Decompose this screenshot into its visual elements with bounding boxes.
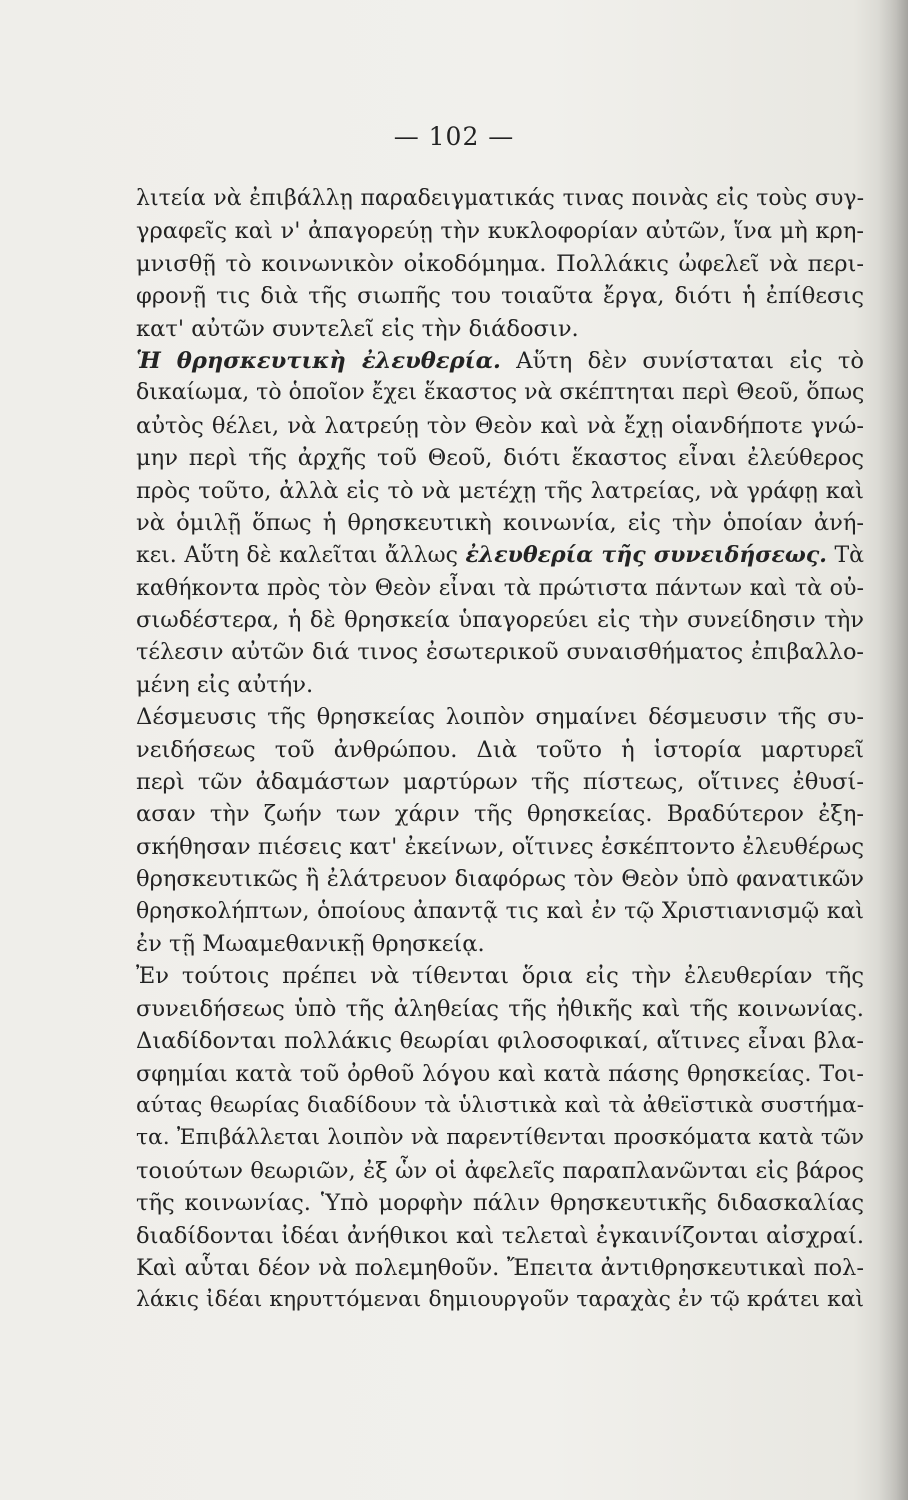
text-line: σιωδέστερα, ἡ δὲ θρησκεία ὑπαγορεύει εἰς τὴν συνείδησιν τὴν	[136, 607, 864, 634]
section-heading: Ἡ θρησκευτικὴ ἐλευθερία.	[136, 347, 501, 374]
text-line: Δέσμευσις τῆς θρησκείας λοιπὸν σημαίνει δέσμευσιν τῆς συ-	[136, 704, 864, 731]
text-line: ασαν τὴν ζωήν των χάριν τῆς θρησκείας. Βραδύτερον ἐξη-	[136, 801, 864, 828]
text-line: σκήθησαν πιέσεις κατ' ἐκείνων, οἵτινες ἐσκέπτοντο ἐλευθέρως	[136, 833, 864, 860]
text-line: θρησκευτικῶς ἢ ἐλάτρευον διαφόρως τὸν Θεὸν ὑπὸ φανατικῶν	[136, 866, 864, 893]
text-line: αύτας θεωρίας διαδίδουν τὰ ὑλιστικὰ καὶ τὰ ἀθεϊστικὰ συστήμα-	[136, 1092, 864, 1118]
text-line: καθήκοντα πρὸς τὸν Θεὸν εἶναι τὰ πρώτιστα πάντων καὶ τὰ οὐ-	[136, 574, 864, 601]
section-heading-line	[136, 345, 864, 377]
text-line: θρησκολήπτων, ὁποίους ἀπαντᾷ τις καὶ ἐν τῷ Χριστιανισμῷ καὶ	[136, 898, 864, 924]
text-line: μνισθῇ τὸ κοινωνικὸν οἰκοδόμημα. Πολλάκις ὠφελεῖ νὰ περι-	[136, 250, 864, 277]
text-line: γραφεῖς καὶ ν' ἀπαγορεύῃ τὴν κυκλοφορίαν αὐτῶν, ἵνα μὴ κρη-	[136, 218, 864, 245]
text-line: συνειδήσεως ὑπὸ τῆς ἀληθείας τῆς ἠθικῆς καὶ τῆς κοινωνίας.	[136, 995, 864, 1022]
text-line: μένη εἰς αὐτήν.	[136, 671, 314, 698]
body-text	[136, 183, 864, 1317]
text-run: κει. Αὕτη δὲ καλεῖται ἄλλως	[136, 543, 466, 569]
text-line: πρὸς τοῦτο, ἀλλὰ εἰς τὸ νὰ μετέχῃ τῆς λατρείας, νὰ γράφῃ καὶ	[136, 477, 864, 504]
emphasis-line	[136, 539, 864, 571]
text-line: τα. Ἐπιβάλλεται λοιπὸν νὰ παρεντίθενται προσκόματα κατὰ τῶν	[136, 1125, 864, 1151]
text-run: Τὰ	[826, 543, 864, 569]
text-line: νειδήσεως τοῦ ἀνθρώπου. Διὰ τοῦτο ἡ ἱστορία μαρτυρεῖ	[136, 736, 864, 763]
text-line: περὶ τῶν ἀδαμάστων μαρτύρων τῆς πίστεως, οἵτινες ἐθυσί-	[136, 769, 864, 796]
text-line: μην περὶ τῆς ἀρχῆς τοῦ Θεοῦ, διότι ἕκαστος εἶναι ἐλεύθερος	[136, 445, 864, 472]
text-line: τοιούτων θεωριῶν, ἐξ ὧν οἱ ἀφελεῖς παραπλανῶνται εἰς βάρος	[136, 1157, 864, 1184]
text-run: Αὕτη δὲν συνίσταται εἰς τὸ	[500, 347, 865, 374]
text-line: τῆς κοινωνίας. Ὑπὸ μορφὴν πάλιν θρησκευτικῆς διδασκαλίας	[136, 1190, 864, 1217]
text-line: διαδίδονται ἰδέαι ἀνήθικοι καὶ τελεταὶ ἐγκαινίζονται αἰσχραί.	[136, 1222, 864, 1249]
text-line: Καὶ αὗται δέον νὰ πολεμηθοῦν. Ἔπειτα ἀντιθρησκευτικαὶ πολ-	[136, 1254, 864, 1281]
text-line: δικαίωμα, τὸ ὁποῖον ἔχει ἕκαστος νὰ σκέπτηται περὶ Θεοῦ, ὅπως	[136, 380, 865, 406]
text-line: νὰ ὁμιλῇ ὅπως ἡ θρησκευτικὴ κοινωνία, εἰς τὴν ὁποίαν ἀνή-	[136, 509, 864, 536]
spine-shadow	[878, 0, 908, 1500]
text-line: κατ' αὐτῶν συντελεῖ εἰς τὴν διάδοσιν.	[136, 315, 579, 342]
text-line: φρονῇ τις διὰ τῆς σιωπῆς του τοιαῦτα ἔργα, διότι ἡ ἐπίθεσις	[136, 283, 864, 310]
text-line: ἐν τῇ Μωαμεθανικῇ θρησκείᾳ.	[136, 930, 485, 957]
text-line: λιτεία νὰ ἐπιβάλλῃ παραδειγματικάς τινας ποινὰς εἰς τοὺς συγ-	[136, 186, 864, 211]
text-line: σφημίαι κατὰ τοῦ ὀρθοῦ λόγου καὶ κατὰ πάσης θρησκείας. Τοι-	[136, 1060, 864, 1087]
text-line: αὐτὸς θέλει, νὰ λατρεύῃ τὸν Θεὸν καὶ νὰ ἔχῃ οἱανδήποτε γνώ-	[136, 412, 864, 439]
page-number: — 102 —	[393, 122, 515, 151]
text-line: τέλεσιν αὐτῶν διά τινος ἐσωτερικοῦ συναισθήματος ἐπιβαλλο-	[136, 639, 864, 666]
text-line: Ἐν τούτοις πρέπει νὰ τίθενται ὅρια εἰς τὴν ἐλευθερίαν τῆς	[136, 963, 864, 990]
text-line: λάκις ἰδέαι κηρυττόμεναι δημιουργοῦν ταραχὰς ἐν τῷ κράτει καὶ	[136, 1287, 864, 1313]
emphasis-term: ἐλευθερία τῆς συνειδήσεως.	[465, 542, 827, 569]
text-line: Διαδίδονται πολλάκις θεωρίαι φιλοσοφικαί, αἵτινες εἶναι βλα-	[136, 1028, 864, 1055]
